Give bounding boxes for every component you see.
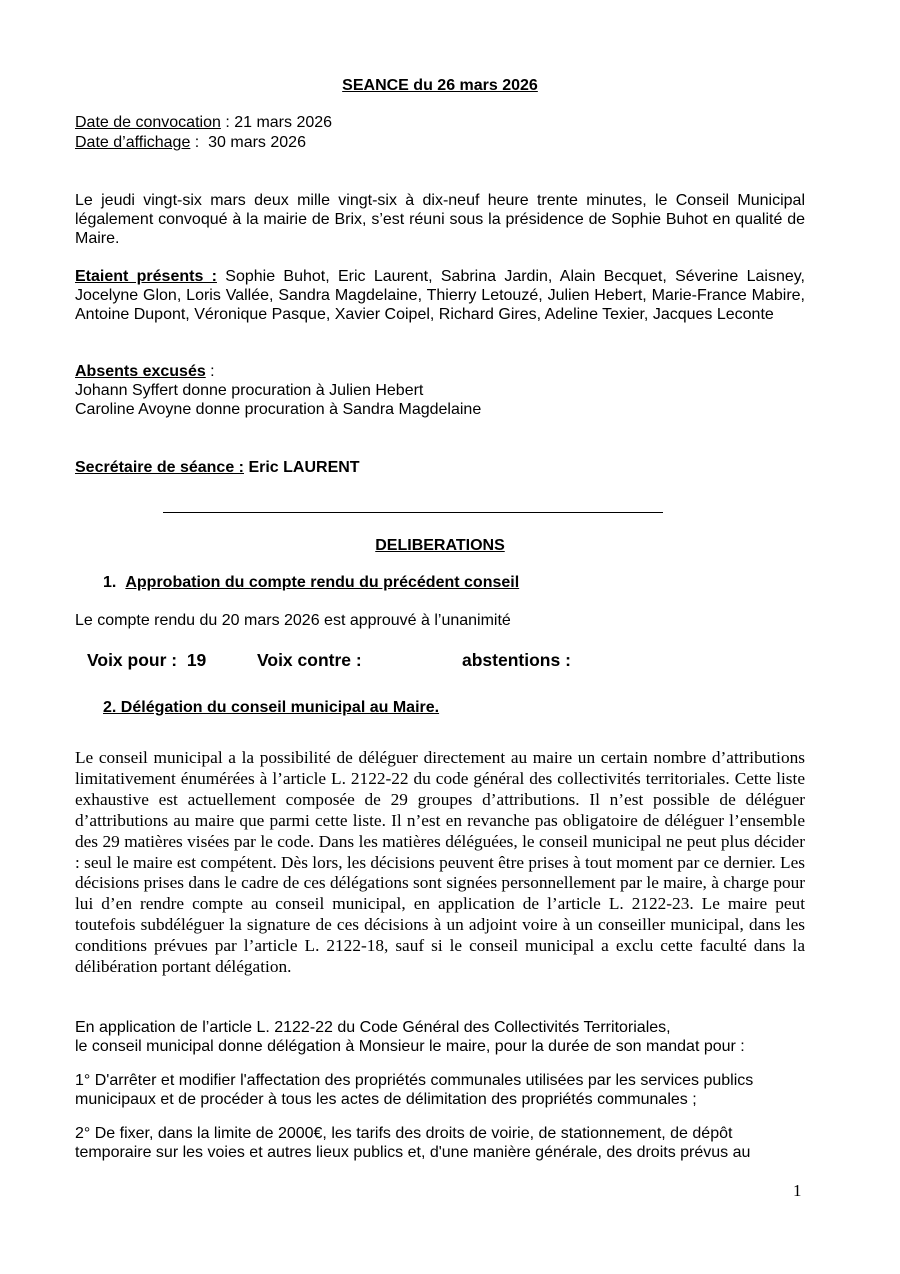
presents-label: Etaient présents : [75,268,217,285]
vote-contre: Voix contre : [257,650,362,670]
application-line: En application de l’article L. 2122-22 du Code Général des Collectivités Territoriales, [75,1019,671,1036]
secretaire [75,458,805,477]
presents-paragraph [75,267,805,324]
application-line: le conseil municipal donne délégation à Monsieur le maire, pour la durée de son mandat pour : [75,1038,745,1055]
affichage-label: Date d’affichage [75,134,191,151]
deliberations-title: DELIBERATIONS [375,537,505,554]
item1-heading [103,573,833,592]
affichage-value: : 30 mars 2026 [190,134,306,151]
absents-suffix: : [205,363,215,380]
item1-title: Approbation du compte rendu du précédent conseil [125,574,520,591]
intro-paragraph: Le jeudi vingt-six mars deux mille vingt-six à dix-neuf heure trente minutes, le Conseil Municipal légalement convoqué à la mairie de Brix, s’est réuni sous la présidence de Sophie Buhot en qualité de Maire. [75,192,805,247]
absents-label: Absents excusés [75,363,206,380]
item2-title: 2. Délégation du conseil municipal au Maire. [103,699,440,716]
item1-text: Le compte rendu du 20 mars 2026 est approuvé à l’unanimité [75,612,511,629]
absents-section [75,362,805,419]
page-title: SEANCE du 26 mars 2026 [342,77,538,94]
abstentions: abstentions : [462,650,571,670]
convocation-value: : 21 mars 2026 [220,114,333,131]
date-convocation [75,113,805,132]
item1-number: 1. [103,574,117,591]
secretaire-label: Secrétaire de séance : [75,459,244,476]
application-text [75,1018,805,1056]
absent-line: Caroline Avoyne donne procuration à Sandra Magdelaine [75,401,482,418]
separator-line [163,512,663,513]
convocation-label: Date de convocation [75,114,221,131]
page-number: 1 [793,1181,802,1200]
date-affichage [75,133,805,152]
vote-pour: Voix pour : 19 [87,650,207,670]
absent-line: Johann Syffert donne procuration à Julien Hebert [75,382,424,399]
point-2: 2° De fixer, dans la limite de 2000€, les tarifs des droits de voirie, de stationnement, de dépôt temporaire sur les voies et autres lieux publics et, d'une manière générale, des droits prévus au [75,1125,751,1161]
item2-paragraph: Le conseil municipal a la possibilité de déléguer directement au maire un certain nombre d’attributions limitativement énumérées à l’article L. 2122-22 du code général des collectivités territoriales. Cette liste exhaustive est actuellement composée de 29 groupes d’attributions. Il n’est possible de déléguer d’attributions au maire que parmi cette liste. Il n’est en revanche pas obligatoire de déléguer l’ensemble des 29 matières visées par le code. Dans les matières déléguées, le conseil municipal ne peut plus décider : seul le maire est compétent. Dès lors, les décisions peuvent être prises à tout moment par ce dernier. Les décisions prises dans le cadre de ces délégations sont signées personnellement par le maire, à charge pour lui d’en rendre compte au conseil municipal, en application de l’article L. 2122-23. Le maire peut toutefois subdéléguer la signature de ces décisions à un adjoint voire à un conseiller municipal, dans les conditions prévues par l’article L. 2122-18, sauf si le conseil municipal a exclu cette faculté dans la délibération portant délégation. [75,748,805,977]
point-1: 1° D'arrêter et modifier l'affectation des propriétés communales utilisées par les services publics municipaux et de procéder à tous les actes de délimitation des propriétés communales ; [75,1072,754,1108]
presents-names: Sophie Buhot, Eric Laurent, Sabrina Jardin, Alain Becquet, Séverine Laisney, Jocelyne Glon, Loris Vallée, Sandra Magdelaine, Thierry Letouzé, Julien Hebert, Marie-France Mabire, Antoine Dupont, Véronique Pasque, Xavier Coipel, Richard Gires, Adeline Texier, Jacques Leconte [75,268,805,323]
secretaire-name: Eric LAURENT [244,459,360,476]
